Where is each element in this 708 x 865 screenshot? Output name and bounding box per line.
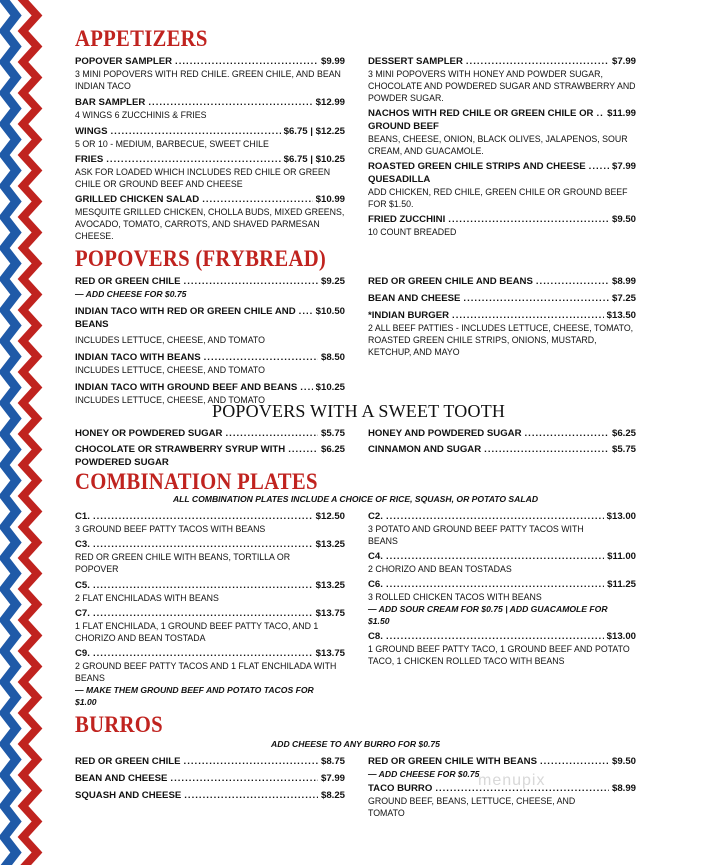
item-price: $9.50: [611, 756, 636, 767]
item-name: C5.: [75, 580, 90, 591]
item-name: HONEY AND POWDERED SUGAR: [368, 428, 522, 439]
item-name: C9.: [75, 648, 90, 659]
menu-item: [75, 772, 345, 785]
item-name: C1.: [75, 511, 90, 522]
item-description: INCLUDES LETTUCE, CHEESE, AND TOMATO: [75, 365, 265, 375]
item-name: FRIED ZUCCHINI: [368, 214, 446, 225]
menu-item: [368, 309, 636, 358]
item-description: 3 MINI POPOVERS WITH HONEY AND POWDER SUGAR, CHOCOLATE AND POWDERED SUGAR AND STRAWBERRY AND POWDER SUGAR.: [368, 69, 636, 103]
item-price: $6.75 | $12.25: [283, 126, 345, 137]
popovers-right-column: [368, 275, 636, 358]
item-price: $8.75: [320, 756, 345, 767]
menu-item: [75, 789, 345, 802]
item-description: ADD CHICKEN, RED CHILE, GREEN CHILE OR GROUND BEEF FOR $1.50.: [368, 187, 628, 209]
menu-item: [75, 538, 345, 575]
item-price: $7.99: [611, 161, 636, 172]
menu-item: [75, 579, 345, 604]
item-price: $13.25: [315, 580, 345, 591]
menu-item: [75, 443, 345, 469]
menu-item: [368, 213, 636, 238]
item-note: — ADD CHEESE FOR $0.75: [75, 289, 187, 299]
item-price: $13.75: [315, 648, 345, 659]
popovers-heading: POPOVERS (FRYBREAD): [75, 246, 327, 271]
item-note: — ADD SOUR CREAM FOR $0.75 | ADD GUACAMOLE FOR $1.50: [368, 604, 608, 626]
item-price: $8.50: [320, 352, 345, 363]
menu-item: [75, 510, 345, 535]
item-price: $13.00: [606, 631, 636, 642]
item-price: $10.25: [315, 382, 345, 393]
item-description: 1 GROUND BEEF PATTY TACO, 1 GROUND BEEF AND POTATO TACO, 1 CHICKEN ROLLED TACO WITH BEANS: [368, 644, 630, 666]
watermark: menupix: [478, 772, 546, 789]
item-price: $7.25: [611, 293, 636, 304]
menu-item: [368, 275, 636, 288]
item-price: $11.00: [607, 551, 636, 562]
item-price: $11.99: [607, 108, 636, 119]
menu-item: [368, 510, 636, 547]
item-name: BEAN AND CHEESE: [368, 293, 461, 304]
item-name: RED OR GREEN CHILE WITH BEANS: [368, 756, 537, 767]
item-name: BEAN AND CHEESE: [75, 773, 168, 784]
item-name: C8.: [368, 631, 383, 642]
menu-item: [368, 292, 636, 305]
item-name: ROASTED GREEN CHILE STRIPS AND CHEESE: [368, 161, 586, 172]
item-price: $12.50: [315, 511, 345, 522]
menu-item: [368, 107, 636, 157]
menu-item: [75, 125, 345, 150]
menu-item: [75, 351, 345, 376]
item-description: INCLUDES LETTUCE, CHEESE, AND TOMATO: [75, 395, 265, 405]
item-price: $13.75: [315, 608, 345, 619]
menu-item: [368, 443, 636, 456]
item-price: $11.25: [607, 579, 636, 590]
item-name: POPOVER SAMPLER: [75, 56, 173, 67]
item-name: NACHOS WITH RED CHILE OR GREEN CHILE OR: [368, 108, 594, 119]
burros-left-column: [75, 755, 345, 802]
item-name: BAR SAMPLER: [75, 97, 146, 108]
item-price: $7.99: [611, 56, 636, 67]
item-name: INDIAN TACO WITH RED OR GREEN CHILE AND: [75, 306, 296, 317]
item-description: 4 WINGS 6 ZUCCHINIS & FRIES: [75, 110, 207, 120]
item-name-cont: BEANS: [75, 319, 109, 330]
combination-note: ALL COMBINATION PLATES INCLUDE A CHOICE OF RICE, SQUASH, OR POTATO SALAD: [172, 494, 539, 504]
item-price: $13.25: [315, 539, 345, 550]
menu-item: [75, 305, 345, 346]
item-name: C2.: [368, 511, 383, 522]
item-price: $12.99: [315, 97, 345, 108]
menu-item: [75, 55, 345, 92]
item-price: $9.25: [320, 276, 345, 287]
item-name: C4.: [368, 551, 383, 562]
item-description: 1 FLAT ENCHILADA, 1 GROUND BEEF PATTY TACO, AND 1 CHORIZO AND BEAN TOSTADA: [75, 621, 319, 643]
combo-left-column: [75, 510, 345, 708]
item-price: $13.00: [606, 511, 636, 522]
item-description: INCLUDES LETTUCE, CHEESE, AND TOMATO: [75, 335, 265, 345]
menu-item: [368, 550, 636, 575]
item-note: — ADD CHEESE FOR $0.75: [368, 769, 480, 779]
item-description: 5 OR 10 - MEDIUM, BARBECUE, SWEET CHILE: [75, 139, 269, 149]
menu-item: [75, 96, 345, 121]
item-name: WINGS: [75, 126, 108, 137]
appetizers-heading: APPETIZERS: [75, 26, 208, 51]
item-name: CHOCOLATE OR STRAWBERRY SYRUP WITH: [75, 444, 286, 455]
item-price: $10.50: [315, 306, 345, 317]
item-description: BEANS, CHEESE, ONION, BLACK OLIVES, JALAPENOS, SOUR CREAM, AND GUACAMOLE.: [368, 134, 628, 156]
item-name: SQUASH AND CHEESE: [75, 790, 182, 801]
item-price: $8.99: [611, 276, 636, 287]
item-name-cont: POWDERED SUGAR: [75, 457, 169, 468]
item-description: 10 COUNT BREADED: [368, 227, 457, 237]
item-description: 2 GROUND BEEF PATTY TACOS AND 1 FLAT ENCHILADA WITH BEANS: [75, 661, 337, 683]
item-price: $10.99: [315, 194, 345, 205]
menu-item: [75, 193, 345, 242]
popovers-left-column: [75, 275, 345, 406]
item-price: $5.75: [611, 444, 636, 455]
item-price: $5.75: [320, 428, 345, 439]
item-price: $8.25: [320, 790, 345, 801]
item-description: 3 ROLLED CHICKEN TACOS WITH BEANS: [368, 592, 542, 602]
burros-note: ADD CHEESE TO ANY BURRO FOR $0.75: [271, 739, 440, 749]
item-description: RED OR GREEN CHILE WITH BEANS, TORTILLA OR POPOVER: [75, 552, 291, 574]
item-name: DESSERT SAMPLER: [368, 56, 463, 67]
item-description: 2 CHORIZO AND BEAN TOSTADAS: [368, 564, 512, 574]
item-name: C6.: [368, 579, 383, 590]
item-price: $9.99: [320, 56, 345, 67]
item-description: ASK FOR LOADED WHICH INCLUDES RED CHILE OR GREEN CHILE OR GROUND BEEF AND CHEESE: [75, 167, 331, 189]
sweet-left-column: [75, 427, 345, 469]
item-price: $8.99: [611, 783, 636, 794]
item-name: *INDIAN BURGER: [368, 310, 450, 321]
item-name: HONEY OR POWDERED SUGAR: [75, 428, 223, 439]
item-price: $9.50: [611, 214, 636, 225]
item-name: GRILLED CHICKEN SALAD: [75, 194, 200, 205]
item-name: TACO BURRO: [368, 783, 433, 794]
menu-item: [368, 427, 636, 440]
item-name: FRIES: [75, 154, 104, 165]
menu-item: [75, 755, 345, 768]
item-name: C7.: [75, 608, 90, 619]
item-description: 2 ALL BEEF PATTIES - INCLUDES LETTUCE, CHEESE, TOMATO, ROASTED GREEN CHILE STRIPS, ONIONS, MUSTARD, KETCHUP, AND MAYO: [368, 323, 634, 357]
item-name: INDIAN TACO WITH GROUND BEEF AND BEANS: [75, 382, 298, 393]
menu-item: [368, 55, 636, 104]
item-name: RED OR GREEN CHILE: [75, 276, 181, 287]
menu-item: [75, 647, 345, 708]
menu-item: [75, 607, 345, 644]
item-description: GROUND BEEF, BEANS, LETTUCE, CHEESE, AND TOMATO: [368, 796, 576, 818]
item-description: 3 GROUND BEEF PATTY TACOS WITH BEANS: [75, 524, 266, 534]
menu-item: [75, 427, 345, 440]
item-description: 3 POTATO AND GROUND BEEF PATTY TACOS WITH BEANS: [368, 524, 584, 546]
item-description: 2 FLAT ENCHILADAS WITH BEANS: [75, 593, 219, 603]
zigzag-border: [0, 0, 46, 865]
item-name-cont: QUESADILLA: [368, 174, 431, 185]
item-description: 3 MINI POPOVERS WITH RED CHILE. GREEN CHILE, AND BEAN INDIAN TACO: [75, 69, 341, 91]
menu-item: [75, 153, 345, 190]
combination-plates-heading: COMBINATION PLATES: [75, 469, 318, 494]
item-price: $6.25: [611, 428, 636, 439]
menu-item: [368, 630, 636, 667]
sweet-right-column: [368, 427, 636, 456]
item-name: RED OR GREEN CHILE: [75, 756, 181, 767]
menu-item: [368, 578, 636, 627]
item-name: C3.: [75, 539, 90, 550]
combo-right-column: [368, 510, 636, 667]
item-price: $7.99: [320, 773, 345, 784]
appetizers-right-column: [368, 55, 636, 238]
item-name: CINNAMON AND SUGAR: [368, 444, 482, 455]
burros-heading: BURROS: [75, 712, 163, 737]
menu-item: [368, 160, 636, 210]
appetizers-left-column: [75, 55, 345, 242]
item-name: INDIAN TACO WITH BEANS: [75, 352, 201, 363]
item-description: MESQUITE GRILLED CHICKEN, CHOLLA BUDS, MIXED GREENS, AVOCADO, TOMATO, CARROTS, AND SHAVED PARMESAN CHEESE.: [75, 207, 345, 241]
menu-item: [75, 275, 345, 300]
item-name-cont: GROUND BEEF: [368, 121, 439, 132]
item-name: RED OR GREEN CHILE AND BEANS: [368, 276, 533, 287]
item-note: — MAKE THEM GROUND BEEF AND POTATO TACOS FOR $1.00: [75, 685, 314, 707]
sweet-tooth-heading: POPOVERS WITH A SWEET TOOTH: [212, 401, 506, 421]
item-price: $13.50: [606, 310, 636, 321]
item-price: $6.75 | $10.25: [283, 154, 345, 165]
item-price: $6.25: [320, 444, 345, 455]
